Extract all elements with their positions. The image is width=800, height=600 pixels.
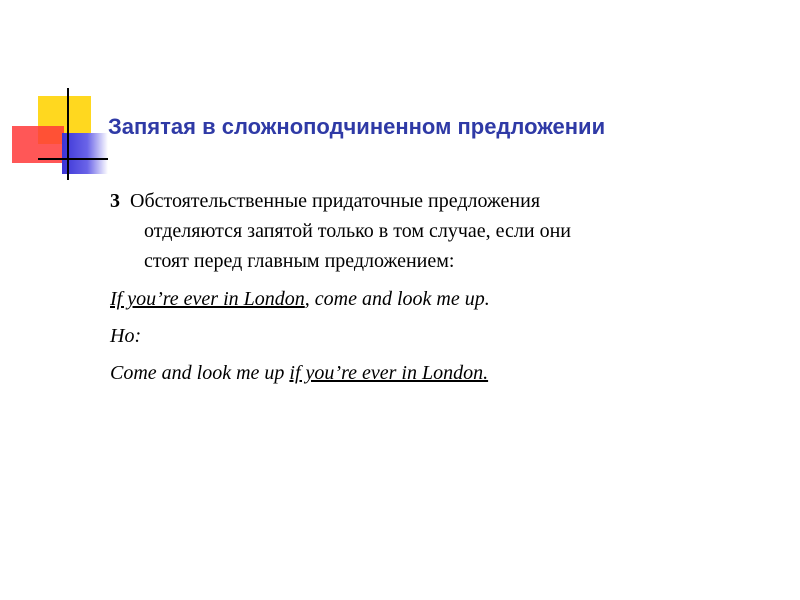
decor-vertical-line [67, 88, 69, 180]
slide-title: Запятая в сложноподчиненном предложении [108, 114, 606, 139]
rule-text-line-2: отделяются запятой только в том случае, если они [144, 220, 572, 242]
rule-number: 3 [110, 190, 120, 212]
example-2-main-clause: Come and look me up [110, 362, 290, 384]
rule-text-line-1: Обстоятельственные придаточные предложения [130, 190, 541, 212]
rule-paragraph [110, 186, 571, 276]
example-2 [110, 362, 488, 385]
example-1-subordinate-clause: If you’re ever in London [110, 288, 305, 310]
rule-line-1 [110, 186, 571, 216]
separator-label: Но: [110, 325, 142, 347]
rule-text-line-3: стоят перед главным предложением: [144, 250, 455, 272]
decor-horizontal-line [38, 158, 108, 160]
example-2-subordinate-clause: if you’re ever in London. [289, 362, 489, 384]
example-1-main-clause: , come and look me up. [304, 288, 490, 310]
example-1 [110, 288, 490, 311]
